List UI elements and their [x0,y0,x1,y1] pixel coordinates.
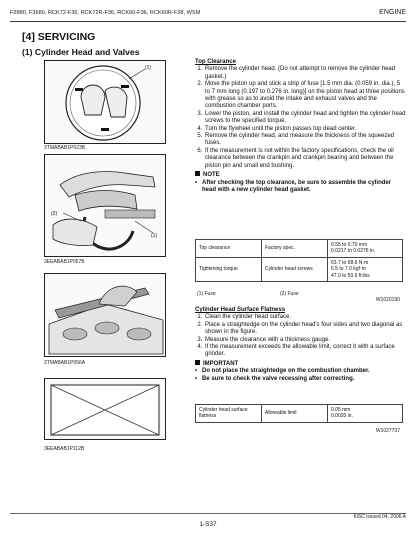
flatness-step: 1. Clean the cylinder head surface. [204,314,406,321]
flatness-heading: Cylinder Head Surface Flatness [195,307,286,313]
top-clearance-spec-table [195,239,403,282]
top-clearance-step: 6. If the measurement is not within the factory specifications, check the oil clearance between the crankpin and crankpin bearing and between the piston pin and small end bushing. [204,148,406,170]
fuse-label-1: (1) Fuse [197,291,216,297]
code-flatness: W1027737 [375,428,400,434]
flatness-step: 3. Measure the clearance with a thickness gauge. [204,337,406,344]
table-row [196,405,403,423]
figure-caption-1: 3TMABAB1P023B [44,145,86,151]
top-clearance-step: 1. Remove the cylinder head. (Do not attempt to remove the cylinder head gasket.) [204,66,406,81]
spec-label: Top clearance [196,240,262,258]
note-bullet: • After checking the top clearance, be sure to assemble the cylinder head with a new cylinder head gasket. [195,180,406,195]
spec-value: 63.7 to 68.6 N·m 6.5 to 7.0 kgf·m 47.0 to 50.6 ft-lbs [328,257,403,281]
table-row [196,257,403,281]
figure-caption-3: 3TMABAB1P056A [44,360,86,366]
code-top-clearance: W1020190 [375,297,400,303]
subsection-title: (1) Cylinder Head and Valves [22,47,140,57]
top-clearance-steps [195,66,406,170]
header-models: F2880, F3680, RCK72-F36, RCK72R-F36, RCK60-F36, RCK60R-F38, WSM [10,10,201,16]
top-clearance-step: 3. Lower the piston, and install the cylinder head and tighten the cylinder head screws to the specified torque. [204,111,406,126]
figure-measure-fuse [44,154,166,257]
top-clearance-step: 5. Remove the cylinder head, and measure the thickness of the squeezed fuses. [204,133,406,148]
top-clearance-section [195,59,406,194]
flatness-section [195,307,406,383]
top-clearance-step: 4. Turn the flywheel until the piston passes top dead center. [204,126,406,133]
note-square-icon [195,171,200,176]
straightedge-drawing [45,274,166,357]
header-section: ENGINE [379,9,406,16]
important-square-icon [195,360,200,365]
figure-caption-2: 3EEABAB1P057B [44,259,85,265]
micrometer-drawing [45,155,166,257]
table-row [196,240,403,258]
flatness-steps [195,314,406,358]
flatness-step: 2. Place a straightedge on the cylinder head's four sides and two diagonal as shown in the figure. [204,322,406,337]
spec-item: Cylinder head screws [262,257,328,281]
pattern-drawing [45,379,166,440]
figure-measurement-pattern [44,378,166,440]
note-heading: NOTE [195,171,406,179]
figure-label-1: (1) [145,65,152,71]
page-number: 1-S37 [199,521,217,528]
footer-rule [10,513,406,514]
spec-label: Cylinder head surface flatness [196,405,262,423]
spec-value: 0.05 mm 0.0020 in. [328,405,403,423]
spec-value: 0.55 to 0.70 mm 0.0217 to 0.0276 in. [328,240,403,258]
flatness-step: 4. If the measurement exceeds the allowable limit, correct it with a surface grinder. [204,344,406,359]
spec-item: Allowable limit [262,405,328,423]
top-clearance-heading: Top Clearance [195,59,236,65]
figure-straightedge-gauge [44,273,166,357]
important-bullet: • Be sure to check the valve recessing after correcting. [195,376,406,383]
header-rule [10,21,406,22]
section-title: [4] SERVICING [22,31,96,43]
figure-piston-fuse-positions [44,60,166,144]
flatness-spec-table [195,404,403,423]
piston-top-drawing [45,61,166,144]
top-clearance-step: 2. Move the piston up and stick a strip of fuse [1.5 mm dia. (0.059 in. dia.), 5 to 7 mm long (0.197 to 0.276 in. long)] on the piston head at three positions with grease so as to avoid the intake and exhaust valves and the combustion chamber ports. [204,81,406,111]
important-bullet: • Do not place the straightedge on the combustion chamber. [195,368,406,375]
fuse-label-2: (2) Fuse [280,291,299,297]
figure-caption-4: 3EEABAB1P112B [44,446,85,452]
figure-label-2: (2) [51,211,58,217]
footer-issued: KiSC issued 04, 2006 A [353,514,406,520]
figure-label-1b: (1) [151,233,158,239]
spec-item: Factory spec. [262,240,328,258]
important-heading: IMPORTANT [195,360,406,368]
spec-label: Tightening torque [196,257,262,281]
